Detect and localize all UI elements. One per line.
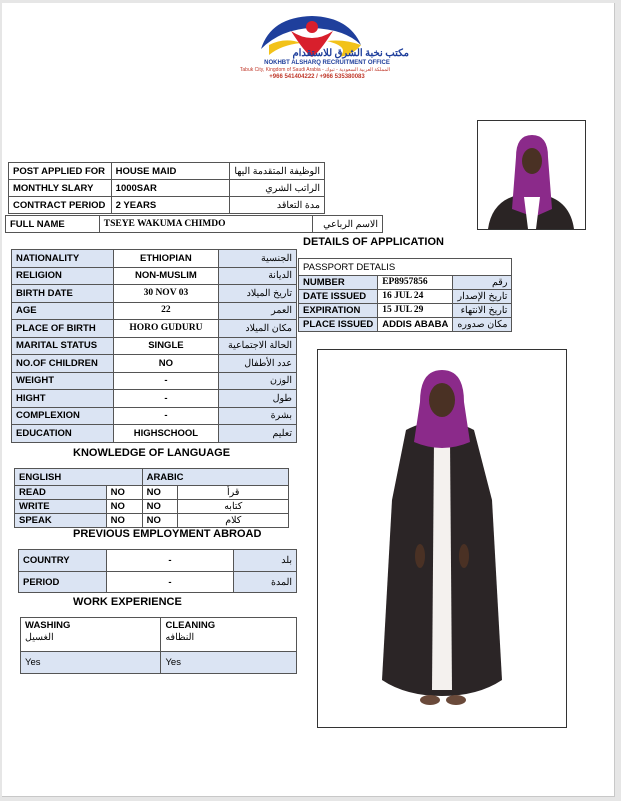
passport-row xyxy=(299,304,512,318)
full-name-label: FULL NAME xyxy=(6,216,100,233)
details-value: HIGHSCHOOL xyxy=(113,425,218,443)
language-skill-ar: قرأ xyxy=(178,486,289,500)
job-value: 1000SAR xyxy=(111,180,230,197)
work-item-label-ar: النظافه xyxy=(165,632,195,643)
job-value: 2 YEARS xyxy=(111,197,230,214)
language-heading: KNOWLEDGE OF LANGUAGE xyxy=(73,447,231,459)
agency-name-en: NOKHBT ALSHARQ RECRUITMENT OFFICE xyxy=(264,60,390,66)
work-item-label: WASHING xyxy=(25,620,71,631)
details-row xyxy=(12,390,297,408)
full-name-table xyxy=(5,215,383,233)
full-name-value: TSEYE WAKUMA CHIMDO xyxy=(99,216,312,233)
passport-label-ar: تاريخ الانتهاء xyxy=(453,304,512,318)
details-label-ar: تاريخ الميلاد xyxy=(219,285,297,303)
passport-row xyxy=(299,318,512,332)
details-label-ar: العمر xyxy=(219,302,297,320)
details-table xyxy=(11,249,297,443)
language-row xyxy=(15,486,289,500)
language-row xyxy=(15,500,289,514)
full-body-photo xyxy=(317,349,567,728)
work-item-value: Yes xyxy=(161,652,297,674)
details-label-ar: طول xyxy=(219,390,297,408)
language-row xyxy=(15,514,289,528)
details-label-ar: عدد الأطفال xyxy=(219,355,297,373)
details-label: NO.OF CHILDREN xyxy=(12,355,114,373)
details-label-ar: مكان الميلاد xyxy=(219,320,297,338)
language-skill: READ xyxy=(15,486,107,500)
language-skill: SPEAK xyxy=(15,514,107,528)
work-item-label-ar: الغسيل xyxy=(25,632,54,643)
details-label: HIGHT xyxy=(12,390,114,408)
full-body-image xyxy=(318,350,566,727)
job-row xyxy=(9,163,325,180)
passport-title: PASSPORT DETALIS xyxy=(299,259,512,276)
employment-value: - xyxy=(106,572,233,593)
details-row xyxy=(12,337,297,355)
job-label: CONTRACT PERIOD xyxy=(9,197,112,214)
language-english: NO xyxy=(106,500,142,514)
details-label-ar: تعليم xyxy=(219,425,297,443)
portrait-photo xyxy=(477,120,586,230)
details-label-ar: الوزن xyxy=(219,372,297,390)
col-english: ENGLISH xyxy=(15,469,143,486)
agency-phones: +966 541404222 / +966 535380083 xyxy=(269,74,365,80)
details-label: WEIGHT xyxy=(12,372,114,390)
employment-label: COUNTRY xyxy=(19,550,107,572)
details-row xyxy=(12,407,297,425)
details-value: - xyxy=(113,372,218,390)
details-row xyxy=(12,267,297,285)
work-item-washing xyxy=(21,618,161,652)
job-table xyxy=(8,162,325,214)
agency-name-ar: مكتب نخبة الشرق للاستقدام xyxy=(292,48,409,59)
job-label-ar: الراتب الشري xyxy=(230,180,325,197)
details-value: SINGLE xyxy=(113,337,218,355)
passport-label-ar: تاريخ الإصدار xyxy=(453,290,512,304)
job-label-ar: مدة التعاقد xyxy=(230,197,325,214)
details-value: ETHIOPIAN xyxy=(113,250,218,268)
job-row xyxy=(9,180,325,197)
employment-heading: PREVIOUS EMPLOYMENT ABROAD xyxy=(73,528,262,540)
passport-label: NUMBER xyxy=(299,276,378,290)
employment-label: PERIOD xyxy=(19,572,107,593)
employment-table xyxy=(18,549,297,593)
details-label-ar: بشرة xyxy=(219,407,297,425)
details-label-ar: الديانة xyxy=(219,267,297,285)
passport-value: ADDIS ABABA xyxy=(378,318,453,332)
passport-label: PLACE ISSUED xyxy=(299,318,378,332)
details-label-ar: الحالة الاجتماعية xyxy=(219,337,297,355)
employment-value: - xyxy=(106,550,233,572)
details-value: NO xyxy=(113,355,218,373)
job-label: POST APPLIED FOR xyxy=(9,163,112,180)
work-heading: WORK EXPERIENCE xyxy=(73,596,182,608)
col-arabic: ARABIC xyxy=(142,469,288,486)
work-item-label: CLEANING xyxy=(165,620,216,631)
passport-label: DATE ISSUED xyxy=(299,290,378,304)
details-row xyxy=(12,250,297,268)
details-label: COMPLEXION xyxy=(12,407,114,425)
details-label-ar: الجنسية xyxy=(219,250,297,268)
details-heading: DETAILS OF APPLICATION xyxy=(303,236,444,248)
details-row xyxy=(12,425,297,443)
passport-value: EP8957856 xyxy=(378,276,453,290)
passport-label: EXPIRATION xyxy=(299,304,378,318)
details-label: MARITAL STATUS xyxy=(12,337,114,355)
language-arabic: NO xyxy=(142,514,178,528)
details-value: 22 xyxy=(113,302,218,320)
details-value: HORO GUDURU xyxy=(113,320,218,338)
employment-label-ar: المدة xyxy=(234,572,297,593)
language-english: NO xyxy=(106,486,142,500)
passport-row xyxy=(299,276,512,290)
work-item-value: Yes xyxy=(21,652,161,674)
agency-address: Tabuk City, Kingdom of Saudi Arabia - المملكة العربية السعودية - تبوك xyxy=(239,67,391,73)
details-label: PLACE OF BIRTH xyxy=(12,320,114,338)
language-table xyxy=(14,468,289,528)
work-table xyxy=(20,617,297,674)
details-row xyxy=(12,285,297,303)
cv-page xyxy=(2,3,615,797)
employment-label-ar: بلد xyxy=(234,550,297,572)
language-skill: WRITE xyxy=(15,500,107,514)
full-name-label-ar: الاسم الرباعي xyxy=(313,216,383,233)
language-arabic: NO xyxy=(142,486,178,500)
details-label: RELIGION xyxy=(12,267,114,285)
details-row xyxy=(12,372,297,390)
details-value: - xyxy=(113,407,218,425)
details-row xyxy=(12,355,297,373)
language-arabic: NO xyxy=(142,500,178,514)
job-row xyxy=(9,197,325,214)
passport-value: 16 JUL 24 xyxy=(378,290,453,304)
details-label: AGE xyxy=(12,302,114,320)
language-skill-ar: كتابه xyxy=(178,500,289,514)
passport-table xyxy=(298,258,512,332)
job-label: MONTHLY SLARY xyxy=(9,180,112,197)
work-item-cleaning xyxy=(161,618,297,652)
details-row xyxy=(12,320,297,338)
details-label: NATIONALITY xyxy=(12,250,114,268)
details-label: BIRTH DATE xyxy=(12,285,114,303)
details-value: - xyxy=(113,390,218,408)
portrait-image xyxy=(478,121,585,229)
language-skill-ar: كلام xyxy=(178,514,289,528)
passport-value: 15 JUL 29 xyxy=(378,304,453,318)
passport-label-ar: رقم xyxy=(453,276,512,290)
passport-row xyxy=(299,290,512,304)
details-value: 30 NOV 03 xyxy=(113,285,218,303)
details-row xyxy=(12,302,297,320)
passport-label-ar: مكان صدوره xyxy=(453,318,512,332)
details-label: EDUCATION xyxy=(12,425,114,443)
job-value: HOUSE MAID xyxy=(111,163,230,180)
job-label-ar: الوظيفة المتقدمة اليها xyxy=(230,163,325,180)
language-english: NO xyxy=(106,514,142,528)
details-value: NON-MUSLIM xyxy=(113,267,218,285)
